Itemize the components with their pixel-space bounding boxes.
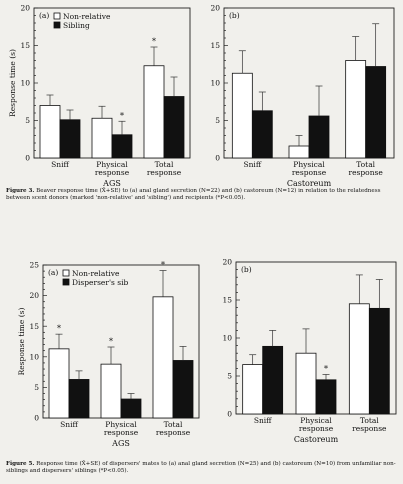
significance-star: * <box>120 111 124 121</box>
x-tick-label: response <box>94 168 130 177</box>
bar <box>92 118 112 158</box>
y-tick-label: 0 <box>227 409 232 419</box>
bar <box>232 73 252 158</box>
x-tick-label: response <box>352 424 387 433</box>
x-tick-label: response <box>103 428 139 437</box>
panel-label: (b) <box>229 11 240 20</box>
y-tick-label: 10 <box>210 78 220 88</box>
significance-star: * <box>57 324 61 334</box>
legend-swatch <box>54 13 60 19</box>
bar <box>69 379 89 418</box>
figure-3-text: Beaver response time (X̄+SE) to (a) anal gland secretion (N=22) and (b) castoreum (N=12) in relation to the relatedness between scent donors (marked 'non-relative' and 'sibling') and recipients (*P<0.05). <box>6 188 381 202</box>
bar <box>121 399 141 418</box>
bar <box>101 364 121 418</box>
bar <box>243 365 263 414</box>
x-axis-label: Castoreum <box>293 435 339 444</box>
y-tick-label: 5 <box>215 116 220 126</box>
y-tick-label: 15 <box>29 321 39 331</box>
y-tick-label: 15 <box>210 41 220 51</box>
x-tick-label: response <box>348 168 383 177</box>
figure-5-label: Figure 5. <box>6 461 35 467</box>
x-tick-label: Total <box>359 416 379 425</box>
significance-star: * <box>161 260 165 270</box>
x-tick-label: Total <box>154 160 174 169</box>
x-axis-label: AGS <box>103 179 121 188</box>
y-tick-label: 10 <box>222 333 232 343</box>
bar <box>112 135 132 158</box>
bar <box>309 116 329 158</box>
panel-label: (a) <box>48 268 59 277</box>
bar <box>252 111 272 158</box>
significance-star: * <box>109 337 113 347</box>
x-tick-label: response <box>291 168 327 177</box>
legend-swatch <box>63 270 69 276</box>
x-axis-label: AGS <box>112 439 130 448</box>
legend-label: Non-relative <box>72 268 120 278</box>
bar <box>173 360 193 418</box>
bar <box>164 97 184 159</box>
bar <box>366 67 386 159</box>
x-tick-label: Sniff <box>60 420 78 429</box>
x-tick-label: response <box>298 424 334 433</box>
panel-label: (a) <box>39 11 50 20</box>
y-tick-label: 20 <box>210 3 220 13</box>
significance-star: * <box>152 37 156 46</box>
x-tick-label: Total <box>163 420 183 429</box>
y-tick-label: 10 <box>20 78 30 88</box>
significance-star: * <box>324 364 328 374</box>
bar <box>369 308 389 414</box>
bar <box>263 346 283 414</box>
y-tick-label: 20 <box>222 257 232 267</box>
y-tick-label: 5 <box>34 383 39 392</box>
y-tick-label: 0 <box>215 153 220 163</box>
y-tick-label: 0 <box>34 413 39 423</box>
x-tick-label: Sniff <box>253 416 272 425</box>
x-tick-label: Physical <box>300 416 332 425</box>
y-tick-label: 20 <box>20 3 30 13</box>
legend-swatch <box>63 279 69 285</box>
legend-swatch <box>54 22 60 28</box>
figure-3-caption <box>6 188 398 203</box>
panel-label: (b) <box>241 265 252 274</box>
x-tick-label: Sniff <box>243 160 262 169</box>
y-tick-label: 0 <box>25 153 30 163</box>
bar <box>40 106 60 159</box>
y-axis-label: Response time (s) <box>17 307 26 376</box>
bar <box>49 349 69 418</box>
bar <box>316 380 336 414</box>
bar <box>60 120 80 158</box>
x-tick-label: response <box>146 168 182 177</box>
y-tick-label: 5 <box>25 116 30 126</box>
x-tick-label: Total <box>356 160 376 169</box>
y-tick-label: 15 <box>20 41 30 51</box>
bar <box>349 304 369 414</box>
bar <box>346 61 366 159</box>
figure-5-caption <box>6 461 398 476</box>
y-tick-label: 20 <box>29 291 39 301</box>
bar <box>144 66 164 158</box>
y-tick-label: 5 <box>227 371 232 381</box>
y-tick-label: 25 <box>29 260 39 270</box>
x-tick-label: Sniff <box>51 160 69 169</box>
bar <box>296 353 316 414</box>
legend-label: Non-relative <box>63 11 111 21</box>
x-tick-label: Physical <box>293 160 325 169</box>
legend-label: Sibling <box>63 20 90 30</box>
y-tick-label: 10 <box>29 352 39 362</box>
y-tick-label: 15 <box>222 295 232 305</box>
figure-3-label: Figure 3. <box>6 188 35 194</box>
x-tick-label: Physical <box>105 420 137 429</box>
x-axis-label: Castoreum <box>286 179 332 188</box>
x-tick-label: Physical <box>96 160 128 169</box>
x-tick-label: response <box>155 428 191 437</box>
y-axis-label: Response time (s) <box>8 49 17 117</box>
legend-label: Disperser's sib <box>72 277 129 287</box>
figure-5-text: Response time (X̄+SE) of dispersers' mates to (a) anal gland secretion (N=25) and (b) castoreum (N=10) from unfamiliar non-siblings and dispersers' siblings (*P<0.05). <box>6 461 396 475</box>
bar <box>289 146 309 158</box>
bar <box>153 297 173 418</box>
